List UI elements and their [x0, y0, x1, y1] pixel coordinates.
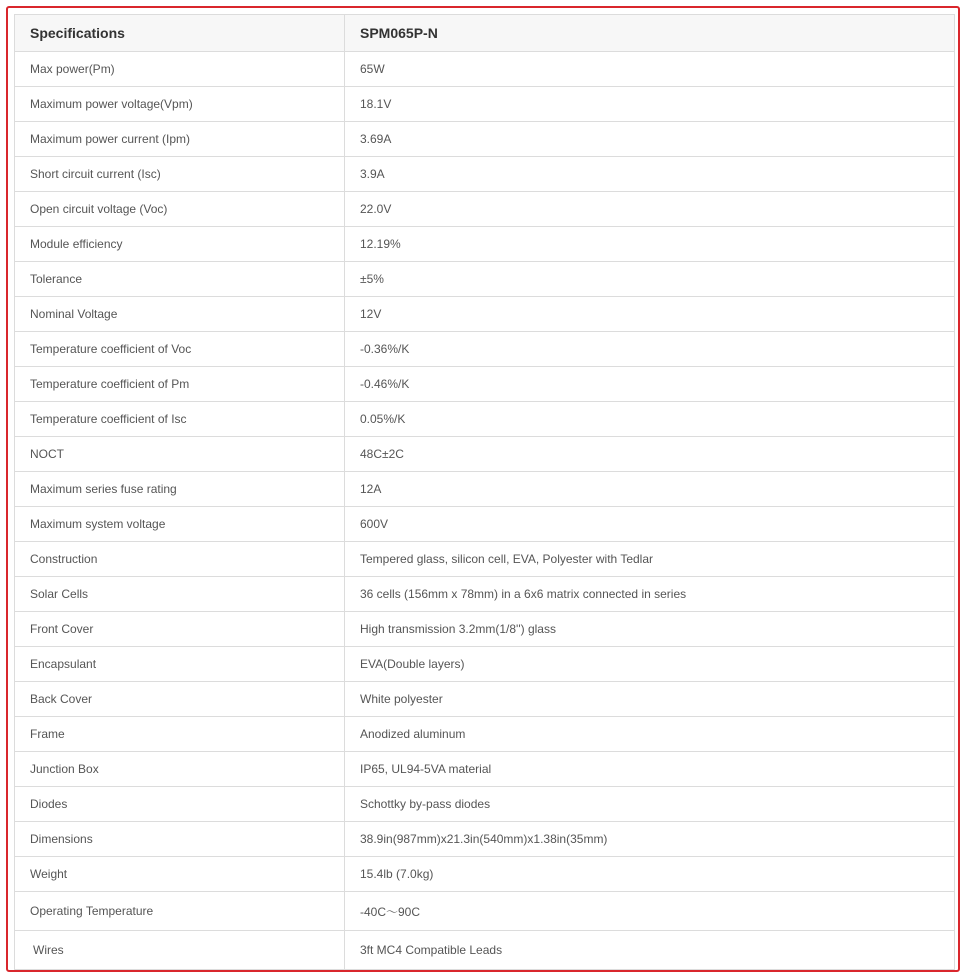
spec-value: Tempered glass, silicon cell, EVA, Polyester with Tedlar [345, 542, 955, 577]
spec-label: Wires [15, 931, 345, 970]
spec-label: Tolerance [15, 262, 345, 297]
specifications-header: Specifications [15, 15, 345, 52]
spec-label: Max power(Pm) [15, 52, 345, 87]
spec-value: 38.9in(987mm)x21.3in(540mm)x1.38in(35mm) [345, 822, 955, 857]
model-header: SPM065P-N [345, 15, 955, 52]
table-row [15, 367, 955, 402]
spec-label: Construction [15, 542, 345, 577]
table-row [15, 931, 955, 970]
table-row [15, 857, 955, 892]
spec-label: Module efficiency [15, 227, 345, 262]
table-row [15, 87, 955, 122]
table-row [15, 192, 955, 227]
spec-value: White polyester [345, 682, 955, 717]
spec-label: Solar Cells [15, 577, 345, 612]
spec-value: Schottky by-pass diodes [345, 787, 955, 822]
spec-value: 48C±2C [345, 437, 955, 472]
spec-value: 3ft MC4 Compatible Leads [345, 931, 955, 970]
spec-label: Frame [15, 717, 345, 752]
table-header-row [15, 15, 955, 52]
spec-label: Maximum series fuse rating [15, 472, 345, 507]
spec-label: Back Cover [15, 682, 345, 717]
table-row [15, 332, 955, 367]
spec-value: 12.19% [345, 227, 955, 262]
table-row [15, 787, 955, 822]
table-row [15, 122, 955, 157]
spec-value: 12A [345, 472, 955, 507]
table-body [15, 52, 955, 970]
spec-label: Dimensions [15, 822, 345, 857]
spec-value: -0.46%/K [345, 367, 955, 402]
table-row [15, 227, 955, 262]
table-row [15, 437, 955, 472]
spec-label: Front Cover [15, 612, 345, 647]
spec-value: EVA(Double layers) [345, 647, 955, 682]
table-row [15, 682, 955, 717]
spec-value: 0.05%/K [345, 402, 955, 437]
spec-label: Diodes [15, 787, 345, 822]
table-row [15, 297, 955, 332]
table-row [15, 157, 955, 192]
table-row [15, 892, 955, 931]
spec-label: Temperature coefficient of Voc [15, 332, 345, 367]
spec-value: 3.69A [345, 122, 955, 157]
spec-value: 22.0V [345, 192, 955, 227]
table-row [15, 472, 955, 507]
table-row [15, 542, 955, 577]
spec-value: 600V [345, 507, 955, 542]
spec-label: Operating Temperature [15, 892, 345, 931]
spec-value: 15.4lb (7.0kg) [345, 857, 955, 892]
table-row [15, 612, 955, 647]
spec-label: Nominal Voltage [15, 297, 345, 332]
table-row [15, 647, 955, 682]
table-row [15, 717, 955, 752]
table-row [15, 262, 955, 297]
spec-value: 36 cells (156mm x 78mm) in a 6x6 matrix connected in series [345, 577, 955, 612]
spec-label: Maximum system voltage [15, 507, 345, 542]
table-row [15, 822, 955, 857]
spec-value: ±5% [345, 262, 955, 297]
spec-label: Maximum power voltage(Vpm) [15, 87, 345, 122]
table-row [15, 507, 955, 542]
spec-label: Maximum power current (Ipm) [15, 122, 345, 157]
table-row [15, 577, 955, 612]
spec-label: Open circuit voltage (Voc) [15, 192, 345, 227]
spec-value: High transmission 3.2mm(1/8'') glass [345, 612, 955, 647]
table-row [15, 52, 955, 87]
spec-value: Anodized aluminum [345, 717, 955, 752]
spec-value: 18.1V [345, 87, 955, 122]
spec-label: Weight [15, 857, 345, 892]
spec-value: 65W [345, 52, 955, 87]
spec-value: -40C～90C [345, 892, 955, 931]
spec-label: Short circuit current (Isc) [15, 157, 345, 192]
table-row [15, 402, 955, 437]
spec-label: Junction Box [15, 752, 345, 787]
spec-value: IP65, UL94-5VA material [345, 752, 955, 787]
spec-value: 3.9A [345, 157, 955, 192]
spec-value: 12V [345, 297, 955, 332]
specifications-table [14, 14, 955, 970]
spec-label: NOCT [15, 437, 345, 472]
table-row [15, 752, 955, 787]
spec-label: Temperature coefficient of Pm [15, 367, 345, 402]
spec-value: -0.36%/K [345, 332, 955, 367]
spec-label: Encapsulant [15, 647, 345, 682]
spec-label: Temperature coefficient of Isc [15, 402, 345, 437]
